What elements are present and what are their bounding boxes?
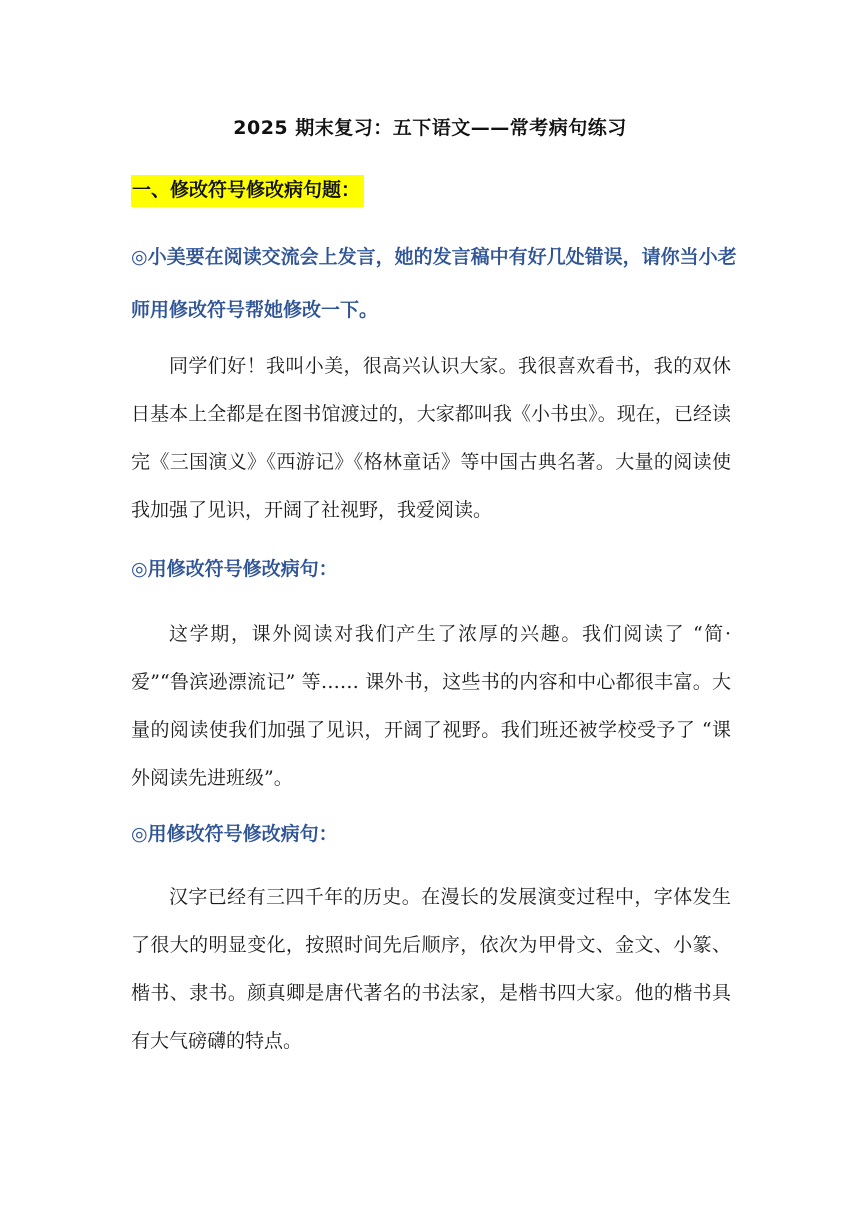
exercise-2-passage: 这学期，课外阅读对我们产生了浓厚的兴趣。我们阅读了 “简·爱”“鲁滨逊漂流记” 等…… 课外书，这些书的内容和中心都很丰富。大量的阅读使我们加强了见识，开阔了视野。我们班还被学校受予了 “课外阅读先进班级”。 xyxy=(131,623,731,789)
section-heading-highlighted: 一、修改符号修改病句题： xyxy=(131,175,364,207)
exercise-3-prompt: ◎用修改符号修改病句： xyxy=(131,823,338,845)
exercise-1-prompt: ◎小美要在阅读交流会上发言，她的发言稿中有好几处错误，请你当小老师用修改符号帮她修改一下。 xyxy=(131,246,737,321)
exercise-2-prompt: ◎用修改符号修改病句： xyxy=(131,558,338,580)
exercise-3-passage: 汉字已经有三四千年的历史。在漫长的发展演变过程中，字体发生了很大的明显变化，按照时间先后顺序，依次为甲骨文、金文、小篆、楷书、隶书。颜真卿是唐代著名的书法家，是楷书四大家。他的楷书具有大气磅礴的特点。 xyxy=(131,886,731,1052)
exercise-1-passage: 同学们好！我叫小美，很高兴认识大家。我很喜欢看书，我的双休日基本上全都是在图书馆渡过的，大家都叫我《小书虫》。现在，已经读完《三国演义》《西游记》《格林童话》等中国古典名著。大量的阅读使我加强了见识，开阔了社视野，我爱阅读。 xyxy=(131,355,731,521)
document-title: 2025 期末复习：五下语文——常考病句练习 xyxy=(233,117,627,139)
